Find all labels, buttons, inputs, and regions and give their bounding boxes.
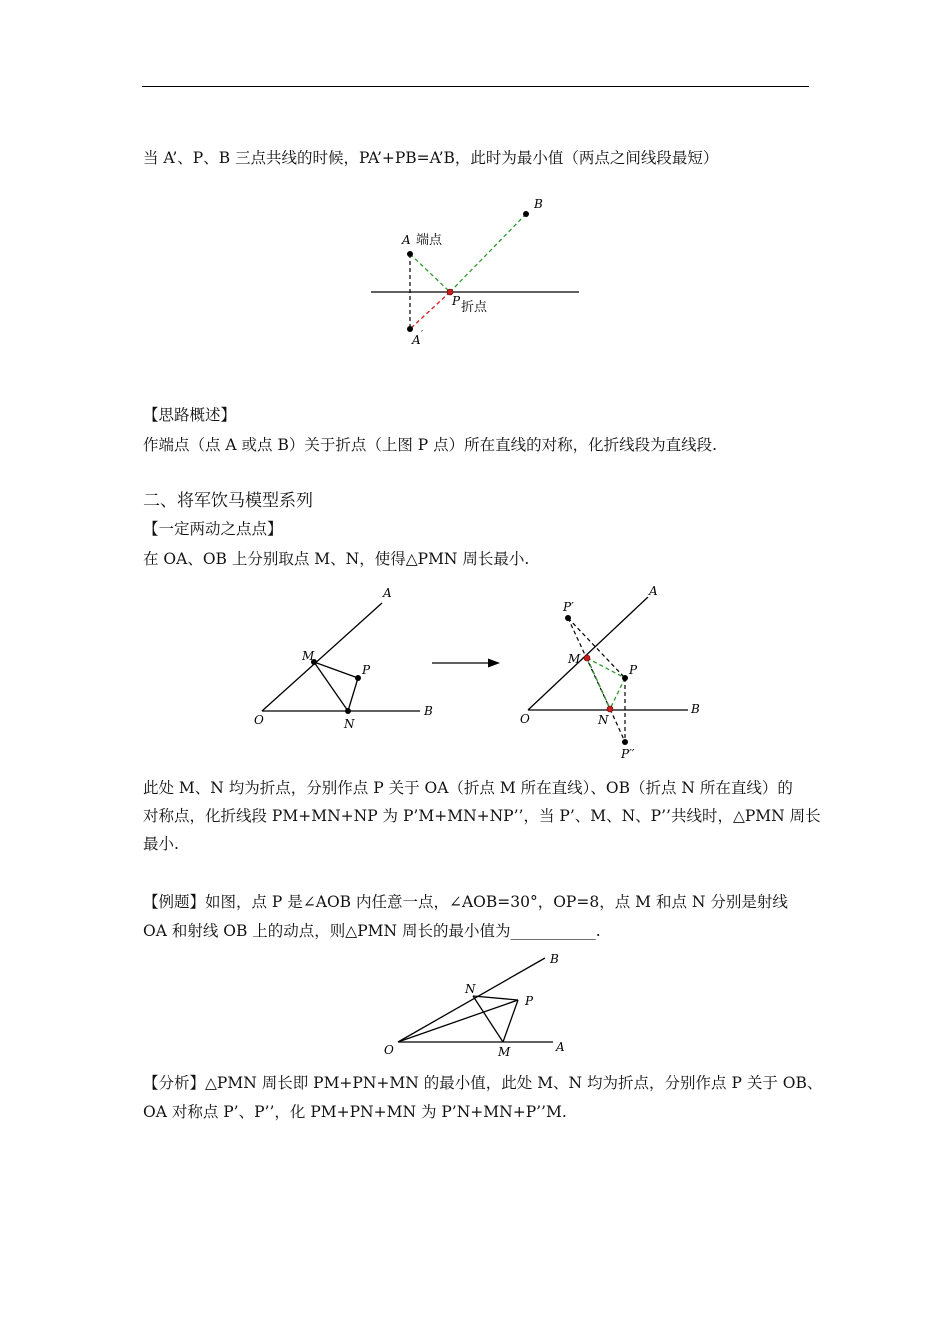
label-B: B: [534, 197, 543, 211]
label-M: M: [568, 652, 581, 666]
figure-triangle-after: [515, 580, 715, 770]
analysis-1: 【分析】△PMN 周长即 PM+PN+MN 的最小值，此处 M、N 均为折点，分别作点 P 关于 OB、: [143, 1074, 823, 1092]
segment-M-N: [314, 662, 348, 711]
ray-OA: [262, 603, 382, 711]
paragraph-idea: 作端点（点 A 或点 B）关于折点（上图 P 点）所在直线的对称，化折线段为直线段.: [143, 436, 718, 454]
segment-M-P: [587, 658, 625, 678]
arrow-right-icon: [430, 655, 510, 671]
label-O: O: [254, 713, 264, 727]
label-A: A: [556, 1040, 565, 1054]
ray-OB: [398, 958, 545, 1042]
label-O: O: [384, 1043, 394, 1057]
label-M: M: [302, 649, 315, 663]
label-Ppp: P′′: [621, 747, 635, 761]
figure-triangle-before: [250, 580, 450, 735]
segment-P-B: [450, 214, 526, 292]
figure-example: [378, 950, 578, 1065]
label-B: B: [424, 704, 433, 718]
segment-A-P: [410, 254, 450, 292]
heading-idea: 【思路概述】: [143, 406, 237, 424]
segment-P-N: [610, 678, 625, 709]
label-A: A: [383, 586, 392, 600]
point-N: [345, 708, 351, 714]
paragraph-explanation-3: 最小.: [143, 835, 179, 853]
label-A: A: [649, 584, 658, 598]
label-Pp: P′: [563, 600, 574, 614]
label-N: N: [344, 717, 355, 731]
label-endpoint: 端点: [416, 233, 443, 248]
label-foldpoint: 折点: [461, 300, 488, 315]
label-P: P: [629, 663, 638, 677]
paragraph-task: 在 OA、OB 上分别取点 M、N，使得△PMN 周长最小.: [143, 550, 530, 568]
label-P: P: [362, 663, 371, 677]
figure-reflection: [360, 190, 590, 355]
example-question-2: OA 和射线 OB 上的动点，则△PMN 周长的最小值为___________.: [143, 922, 601, 940]
segment-P-Aprime: [410, 292, 450, 329]
point-M: [584, 655, 590, 661]
point-P: [622, 675, 628, 681]
point-Pp: [565, 615, 571, 621]
example-question-1: 【例题】如图，点 P 是∠AOB 内任意一点，∠AOB=30°，OP=8，点 M 和点 N 分别是射线: [143, 893, 788, 911]
label-P: P: [525, 994, 534, 1008]
section-title: 二、将军饮马模型系列: [143, 491, 313, 511]
label-B: B: [691, 702, 700, 716]
header-rule: [142, 86, 809, 87]
segment-N-M: [473, 996, 503, 1042]
segment-P-N: [348, 678, 358, 711]
paragraph-collinear: 当 A’、P、B 三点共线的时候，PA’+PB=A’B，此时为最小值（两点之间线段最短）: [143, 149, 719, 167]
segment-N-P: [473, 996, 518, 1000]
point-B: [523, 211, 529, 217]
point-N: [607, 706, 613, 712]
label-P: P: [452, 294, 461, 308]
label-B: B: [550, 952, 559, 966]
label-O: O: [520, 712, 530, 726]
heading-one-fixed-two-moving: 【一定两动之点点】: [143, 520, 283, 538]
point-A: [407, 251, 413, 257]
analysis-2: OA 对称点 P’、P’’，化 PM+PN+MN 为 P’N+MN+P’’M.: [143, 1103, 567, 1121]
segment-M-P: [314, 662, 358, 678]
point-P: [355, 675, 361, 681]
label-Aprime-mark: ′: [421, 330, 424, 340]
ray-OA: [528, 597, 648, 710]
paragraph-explanation-2: 对称点，化折线段 PM+MN+NP 为 P’M+MN+NP’’，当 P’、M、N、P’’共线时，△PMN 周长: [143, 807, 821, 825]
point-Aprime: [407, 326, 413, 332]
label-A: A: [402, 233, 411, 247]
segment-O-P: [398, 1000, 518, 1042]
paragraph-explanation-1: 此处 M、N 均为折点，分别作点 P 关于 OA（折点 M 所在直线）、OB（折点 N 所在直线）的: [143, 779, 793, 797]
label-M: M: [498, 1045, 511, 1059]
point-Ppp: [622, 739, 628, 745]
label-N: N: [598, 713, 609, 727]
segment-P-M: [503, 1000, 518, 1042]
label-N: N: [465, 982, 476, 996]
label-Aprime: A: [412, 333, 421, 347]
